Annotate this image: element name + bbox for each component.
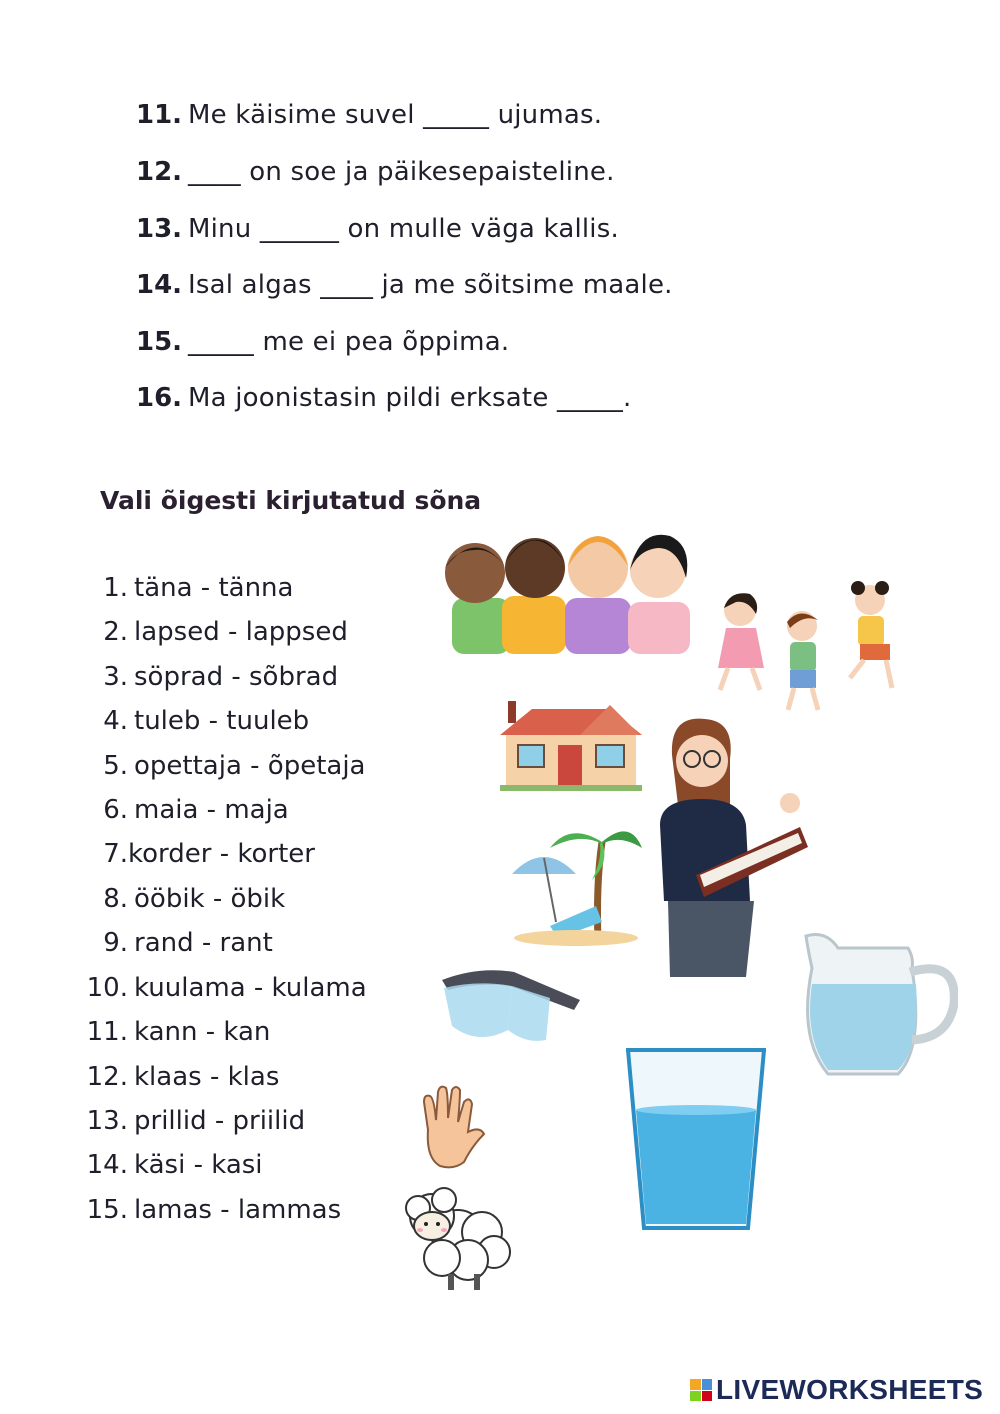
- sentence-number: 11.: [136, 100, 183, 130]
- word-choice-item[interactable]: [84, 614, 348, 650]
- word-choice-item[interactable]: [84, 1192, 341, 1228]
- sentence-text: _____ me ei pea õppima.: [188, 327, 510, 357]
- word-text: söprad - sõbrad: [134, 662, 339, 692]
- word-number: 6.: [103, 795, 128, 825]
- word-text: lamas - lammas: [134, 1195, 342, 1225]
- word-choice-item[interactable]: [84, 1147, 263, 1183]
- water-glass-icon: [626, 1046, 766, 1232]
- glasses-icon: [438, 966, 584, 1046]
- sentence-item: [136, 209, 619, 249]
- sentence-text: Ma joonistasin pildi erksate _____.: [188, 383, 632, 413]
- word-text: maia - maja: [134, 795, 289, 825]
- sentence-item: [136, 95, 602, 135]
- word-number: 7.: [103, 839, 128, 869]
- word-text: opettaja - õpetaja: [134, 751, 366, 781]
- sentence-item: [136, 322, 509, 362]
- sentence-text: Minu ______ on mulle väga kallis.: [188, 214, 619, 244]
- word-number: 3.: [103, 662, 128, 692]
- word-text: kann - kan: [134, 1017, 271, 1047]
- children-icon: [430, 518, 910, 718]
- word-choice-item[interactable]: [84, 1103, 305, 1139]
- hand-icon: [414, 1084, 486, 1170]
- logo-text: LIVEWORKSHEETS: [716, 1374, 984, 1405]
- word-choice-item[interactable]: [84, 570, 293, 606]
- word-choice-item[interactable]: [84, 925, 273, 961]
- sentence-text: ____ on soe ja päikesepaisteline.: [188, 157, 615, 187]
- word-text: tuleb - tuuleb: [134, 706, 310, 736]
- word-choice-item[interactable]: [84, 970, 367, 1006]
- word-number: 14.: [86, 1150, 128, 1180]
- word-number: 8.: [103, 884, 128, 914]
- word-choice-item[interactable]: [84, 792, 289, 828]
- pitcher-icon: [798, 928, 958, 1080]
- word-choice-item[interactable]: [84, 836, 315, 872]
- word-text: lapsed - lappsed: [134, 617, 348, 647]
- word-number: 10.: [86, 973, 128, 1003]
- beach-icon: [510, 822, 642, 946]
- sentence-item: [136, 378, 631, 418]
- sentence-text: Me käisime suvel _____ ujumas.: [188, 100, 603, 130]
- sentence-number: 16.: [136, 383, 183, 413]
- word-text: rand - rant: [134, 928, 273, 958]
- word-choice-item[interactable]: [84, 1014, 270, 1050]
- word-text: korder - korter: [128, 839, 315, 869]
- word-choice-item[interactable]: [84, 659, 338, 695]
- word-number: 13.: [86, 1106, 128, 1136]
- word-number: 2.: [103, 617, 128, 647]
- sentence-item: [136, 265, 673, 305]
- word-text: käsi - kasi: [134, 1150, 263, 1180]
- word-text: prillid - priilid: [134, 1106, 306, 1136]
- word-text: kuulama - kulama: [134, 973, 367, 1003]
- word-number: 12.: [86, 1062, 128, 1092]
- word-choice-item[interactable]: [84, 703, 309, 739]
- word-choice-item[interactable]: [84, 881, 285, 917]
- word-number: 9.: [103, 928, 128, 958]
- word-number: 15.: [86, 1195, 128, 1225]
- sentence-number: 12.: [136, 157, 183, 187]
- sentence-number: 13.: [136, 214, 183, 244]
- word-text: täna - tänna: [134, 573, 294, 603]
- sentence-number: 14.: [136, 270, 183, 300]
- sentence-text: Isal algas ____ ja me sõitsime maale.: [188, 270, 673, 300]
- liveworksheets-logo: [690, 1374, 983, 1406]
- sentence-item: [136, 152, 615, 192]
- teacher-icon: [650, 715, 810, 977]
- word-text: ööbik - öbik: [134, 884, 286, 914]
- logo-mark-icon: [690, 1379, 712, 1401]
- word-text: klaas - klas: [134, 1062, 280, 1092]
- sentence-number: 15.: [136, 327, 183, 357]
- word-choice-item[interactable]: [84, 748, 366, 784]
- word-number: 1.: [103, 573, 128, 603]
- word-choice-item[interactable]: [84, 1059, 279, 1095]
- word-number: 11.: [86, 1017, 128, 1047]
- sheep-icon: [398, 1186, 514, 1294]
- word-number: 5.: [103, 751, 128, 781]
- word-number: 4.: [103, 706, 128, 736]
- house-icon: [500, 695, 642, 793]
- section-title: Vali õigesti kirjutatud sõna: [100, 486, 482, 515]
